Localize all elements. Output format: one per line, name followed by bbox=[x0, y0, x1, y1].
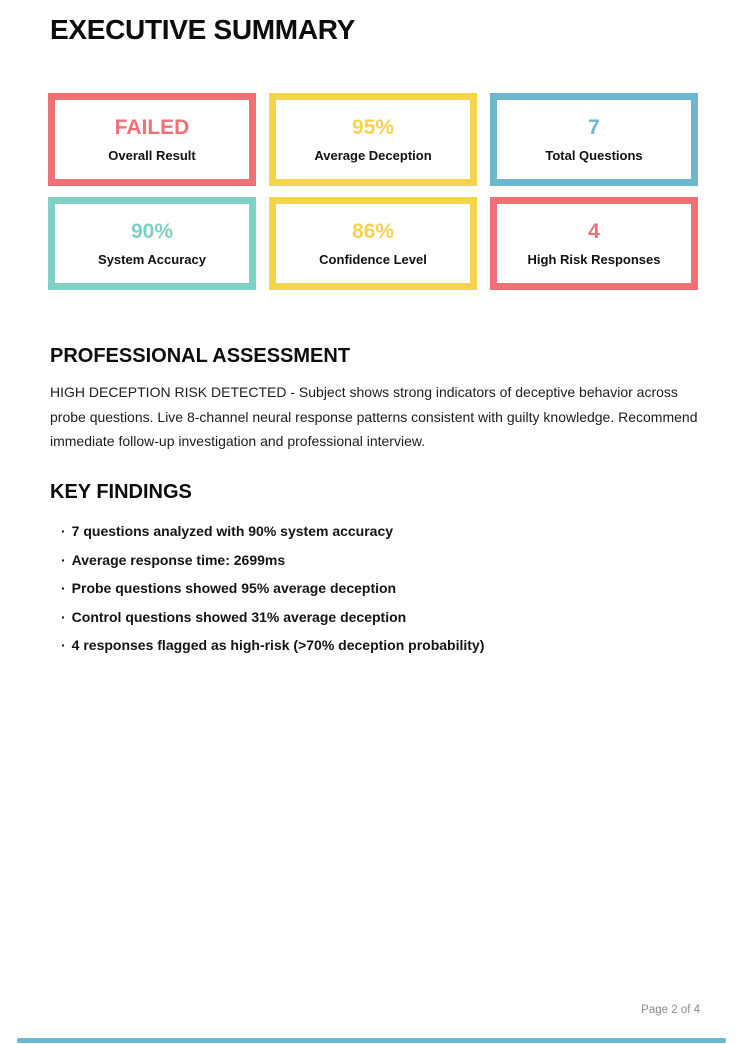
key-finding-text: 7 questions analyzed with 90% system accuracy bbox=[71, 523, 394, 539]
stat-card bbox=[48, 93, 256, 186]
key-finding-text: 4 responses flagged as high-risk (>70% deception probability) bbox=[71, 637, 485, 653]
stat-card bbox=[490, 197, 698, 290]
key-finding-text: Average response time: 2699ms bbox=[71, 551, 286, 568]
stat-card-value: 86% bbox=[351, 219, 395, 243]
stat-card bbox=[269, 93, 477, 186]
bullet-icon: · bbox=[61, 608, 66, 625]
stat-card bbox=[490, 93, 698, 186]
stat-card-label: Average Deception bbox=[314, 147, 432, 163]
stat-card-value: 90% bbox=[130, 219, 174, 243]
stat-card-value: 95% bbox=[351, 115, 395, 139]
stat-card-label: High Risk Responses bbox=[527, 251, 661, 267]
key-finding-text: Control questions showed 31% average deception bbox=[71, 608, 407, 625]
key-finding-item bbox=[61, 552, 484, 568]
page-number-indicator: Page 2 of 4 bbox=[641, 1004, 700, 1016]
stat-card-value: FAILED bbox=[114, 115, 190, 139]
page-title: EXECUTIVE SUMMARY bbox=[50, 14, 356, 45]
key-finding-text: Probe questions showed 95% average deception bbox=[71, 580, 397, 596]
summary-cards bbox=[48, 93, 698, 290]
assessment-heading: PROFESSIONAL ASSESSMENT bbox=[50, 345, 351, 367]
stat-card-label: Overall Result bbox=[108, 147, 196, 163]
bullet-icon: · bbox=[61, 551, 66, 568]
key-finding-item bbox=[61, 609, 484, 625]
key-finding-item bbox=[61, 523, 484, 539]
bottom-accent-bar bbox=[17, 1038, 726, 1043]
bullet-icon: · bbox=[61, 637, 66, 653]
stat-card bbox=[269, 197, 477, 290]
stat-card-value: 4 bbox=[588, 219, 600, 243]
key-findings-heading: KEY FINDINGS bbox=[50, 481, 192, 503]
stat-card-label: Confidence Level bbox=[319, 251, 427, 267]
key-finding-item bbox=[61, 637, 484, 653]
assessment-body-text: HIGH DECEPTION RISK DETECTED - Subject shows strong indicators of deceptive behavior across probe questions. Live 8-channel neural response patterns consistent with guilty knowledge. Recommend immediate follow-up investigation and professional interview. bbox=[50, 384, 698, 449]
stat-card-label: System Accuracy bbox=[98, 251, 206, 267]
bullet-icon: · bbox=[61, 580, 66, 596]
stat-card bbox=[48, 197, 256, 290]
stat-card-label: Total Questions bbox=[545, 147, 643, 163]
bullet-icon: · bbox=[61, 523, 66, 539]
stat-card-value: 7 bbox=[588, 115, 600, 139]
key-findings-list bbox=[61, 523, 484, 666]
key-finding-item bbox=[61, 580, 484, 596]
